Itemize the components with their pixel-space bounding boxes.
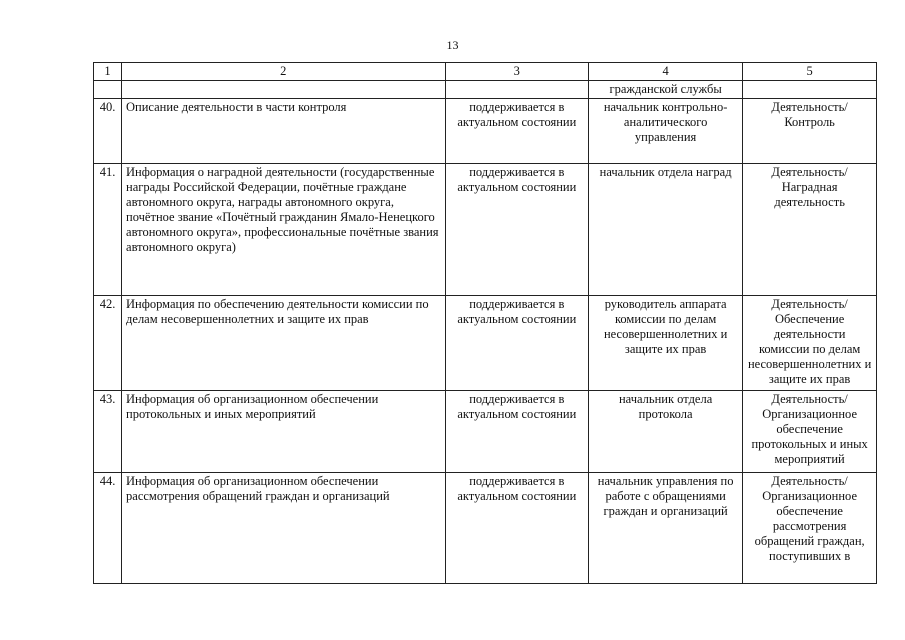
- row-responsible: начальник управления по работе с обращениями граждан и организаций: [589, 473, 743, 584]
- continuation-cell-3: [445, 81, 588, 99]
- table-row: [94, 99, 877, 164]
- row-state: поддерживается в актуальном состоянии: [445, 99, 588, 164]
- row-number: 41.: [94, 164, 122, 296]
- row-responsible: начальник отдела наград: [589, 164, 743, 296]
- header-row: [94, 63, 877, 81]
- table-row: [94, 473, 877, 584]
- column-header-1: 1: [94, 63, 122, 81]
- row-category: Деятельность/ Обеспечение деятельности комиссии по делам несовершеннолетних и защите их прав: [743, 296, 877, 391]
- row-category: Деятельность/ Наградная деятельность: [743, 164, 877, 296]
- column-header-3: 3: [445, 63, 588, 81]
- row-name: Описание деятельности в части контроля: [122, 99, 446, 164]
- row-name: Информация об организационном обеспечении рассмотрения обращений граждан и организаций: [122, 473, 446, 584]
- row-state: поддерживается в актуальном состоянии: [445, 164, 588, 296]
- row-responsible: начальник контрольно-аналитического управления: [589, 99, 743, 164]
- table-row: [94, 296, 877, 391]
- row-name: Информация о наградной деятельности (государственные награды Российской Федерации, почётные граждане автономного округа, награды автономного округа, почётное звание «Почётный гражданин Ямало-Ненецкого автономного округа», профессиональные почётные звания автономного округа): [122, 164, 446, 296]
- row-number: 42.: [94, 296, 122, 391]
- continuation-cell-5: [743, 81, 877, 99]
- continuation-cell-1: [94, 81, 122, 99]
- continuation-cell-4: гражданской службы: [589, 81, 743, 99]
- column-header-2: 2: [122, 63, 446, 81]
- row-category: Деятельность/ Организационное обеспечение протокольных и иных мероприятий: [743, 391, 877, 473]
- row-number: 40.: [94, 99, 122, 164]
- row-category: Деятельность/ Контроль: [743, 99, 877, 164]
- row-name: Информация по обеспечению деятельности комиссии по делам несовершеннолетних и защите их прав: [122, 296, 446, 391]
- row-responsible: начальник отдела протокола: [589, 391, 743, 473]
- row-category: Деятельность/ Организационное обеспечение рассмотрения обращений граждан, поступивших в: [743, 473, 877, 584]
- row-number: 43.: [94, 391, 122, 473]
- column-header-4: 4: [589, 63, 743, 81]
- page-number: 13: [446, 38, 459, 52]
- table-row: [94, 164, 877, 296]
- continuation-cell-2: [122, 81, 446, 99]
- registry-table: [93, 62, 877, 584]
- row-state: поддерживается в актуальном состоянии: [445, 296, 588, 391]
- column-header-5: 5: [743, 63, 877, 81]
- row-number: 44.: [94, 473, 122, 584]
- table-row: [94, 391, 877, 473]
- row-state: поддерживается в актуальном состоянии: [445, 391, 588, 473]
- continuation-row: [94, 81, 877, 99]
- row-name: Информация об организационном обеспечении протокольных и иных мероприятий: [122, 391, 446, 473]
- row-state: поддерживается в актуальном состоянии: [445, 473, 588, 584]
- row-responsible: руководитель аппарата комиссии по делам несовершеннолетних и защите их прав: [589, 296, 743, 391]
